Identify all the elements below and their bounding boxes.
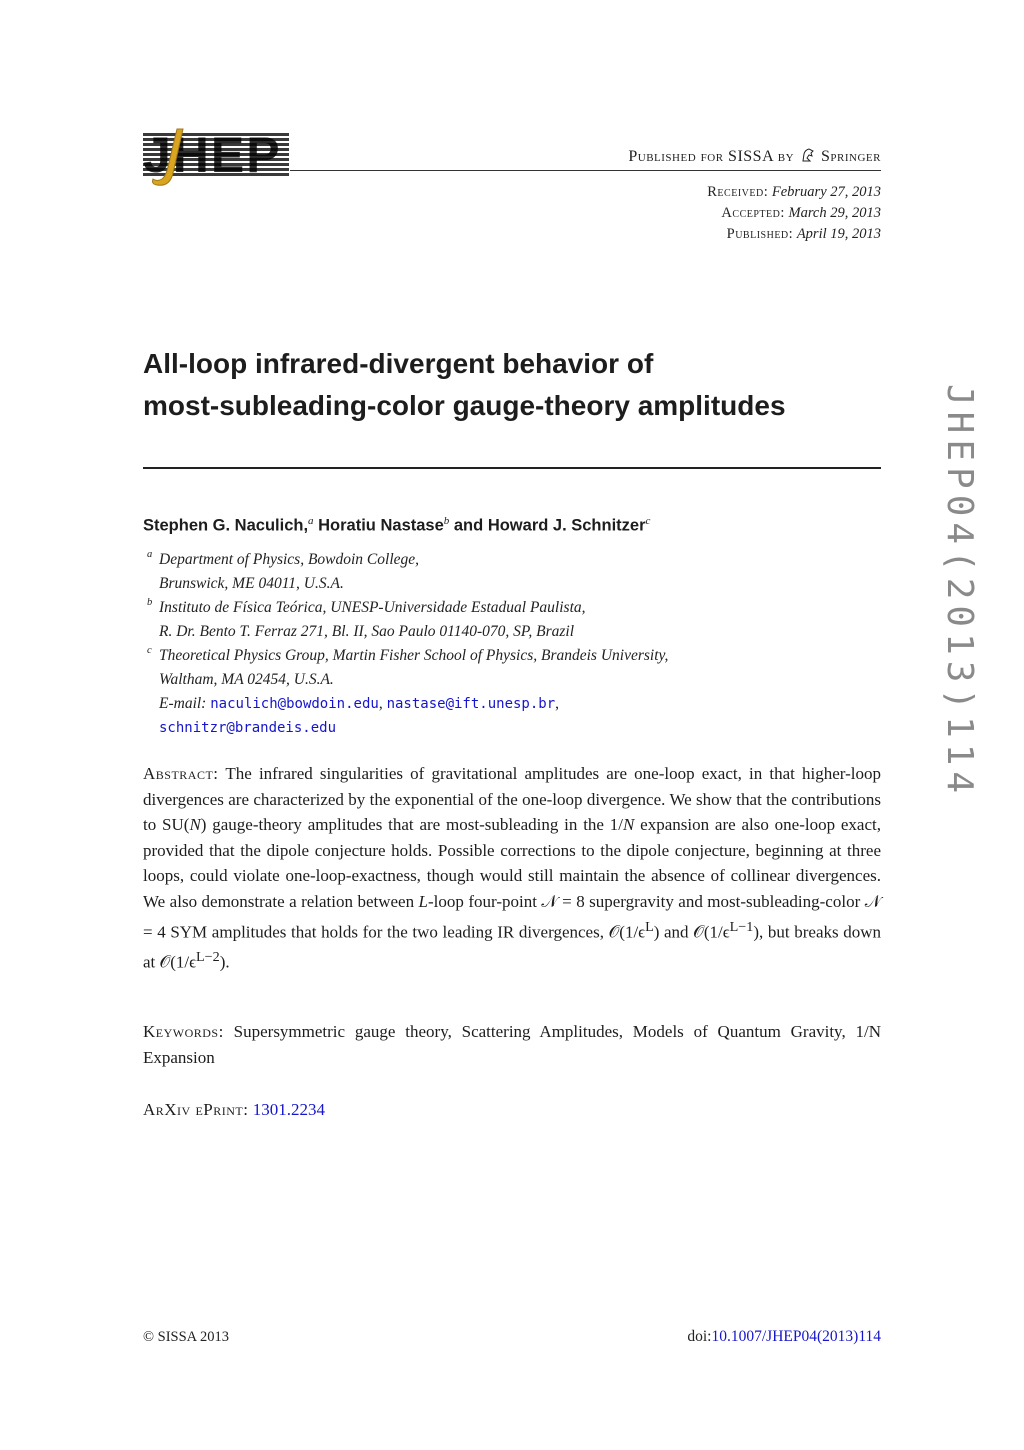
title-rule (143, 467, 881, 469)
email-block: E-mail: naculich@bowdoin.edu, nastase@ift.unesp.br, schnitzr@brandeis.edu (159, 695, 560, 736)
publication-dates (707, 182, 881, 245)
affiliation-b: b Instituto de Física Teórica, UNESP-Universidade Estadual Paulista, R. Dr. Bento T. Ferraz 271, Bl. II, Sao Paulo 01140-070, SP, Brazil (147, 597, 586, 640)
affiliation-c: c Theoretical Physics Group, Martin Fisher School of Physics, Brandeis University, Waltham, MA 02454, U.S.A. (147, 645, 669, 688)
affiliation-a: a Department of Physics, Bowdoin College, Brunswick, ME 04011, U.S.A. (147, 549, 420, 592)
title-line-2: most-subleading-color gauge-theory amplitudes (143, 390, 786, 421)
arxiv-label: ArXiv ePrint: (143, 1100, 249, 1119)
authors-and: and (453, 516, 484, 535)
author-mark: c (645, 515, 651, 527)
email-link[interactable]: schnitzr@brandeis.edu (159, 720, 337, 736)
copyright: © SISSA 2013 (143, 1329, 229, 1345)
author-mark: a (308, 515, 314, 527)
paper-title (143, 343, 883, 427)
email-link[interactable]: naculich@bowdoin.edu (210, 696, 379, 712)
publisher-name: Springer (821, 148, 881, 165)
date-published: Published: April 19, 2013 (726, 226, 881, 242)
arxiv-eprint (143, 1097, 881, 1123)
doi-prefix: doi: (687, 1328, 712, 1345)
date-received: Received: February 27, 2013 (707, 184, 881, 200)
keywords-label: Keywords: (143, 1022, 224, 1041)
jhep-logo (143, 127, 291, 191)
author-list (143, 515, 650, 536)
keywords-text: Supersymmetric gauge theory, Scattering Amplitudes, Models of Quantum Gravity, 1/N Expansion (143, 1022, 881, 1067)
doi-line (687, 1328, 881, 1346)
email-link[interactable]: nastase@ift.unesp.br (386, 696, 556, 712)
author-mark: b (443, 515, 450, 527)
publisher-prefix: Published for SISSA by (628, 148, 795, 165)
springer-horse-icon (801, 148, 815, 162)
email-label: E-mail: (159, 695, 207, 712)
arxiv-link[interactable]: 1301.2234 (252, 1100, 325, 1119)
publisher-line-text (628, 148, 881, 166)
author-name: Horatiu Nastase (318, 516, 444, 535)
side-stamp-text: JHEP04(2013)114 (939, 384, 980, 800)
doi-link[interactable]: 10.1007/JHEP04(2013)114 (711, 1328, 881, 1345)
title-line-1: All-loop infrared-divergent behavior of (143, 348, 654, 379)
abstract-label: Abstract: (143, 764, 219, 783)
abstract: Abstract: The infrared singularities of gravitational amplitudes are one-loop exact, in that higher-loop divergences are characterized by the exponential of the one-loop divergence. We show that the contributions to SU(N) gauge-theory amplitudes that are most-subleading in the 1/N expansion are also one-loop exact, provided that the dipole conjecture holds. Possible corrections to the dipole conjecture, beginning at three loops, could violate one-loop-exactness, though would still maintain the absence of collinear divergences. We also demonstrate a relation between L-loop four-point 𝒩 = 8 supergravity and most-subleading-color 𝒩 = 4 SYM amplitudes that holds for the two leading IR divergences, $𝒪(1/\epsilon^L)$ and $𝒪(1/\epsilon^{L-1})$, but breaks down at $𝒪(1/\epsilon^{L-2})$. (143, 764, 882, 972)
keywords (143, 1019, 881, 1070)
author-name: Howard J. Schnitzer (487, 516, 646, 535)
logo-j-icon (149, 127, 189, 191)
side-stamp (939, 384, 984, 844)
logo-text: JHEP (143, 127, 282, 183)
date-accepted: Accepted: March 29, 2013 (721, 205, 881, 221)
publisher-rule (290, 170, 881, 171)
author-name: Stephen G. Naculich, (143, 516, 309, 535)
affiliations (143, 548, 883, 740)
